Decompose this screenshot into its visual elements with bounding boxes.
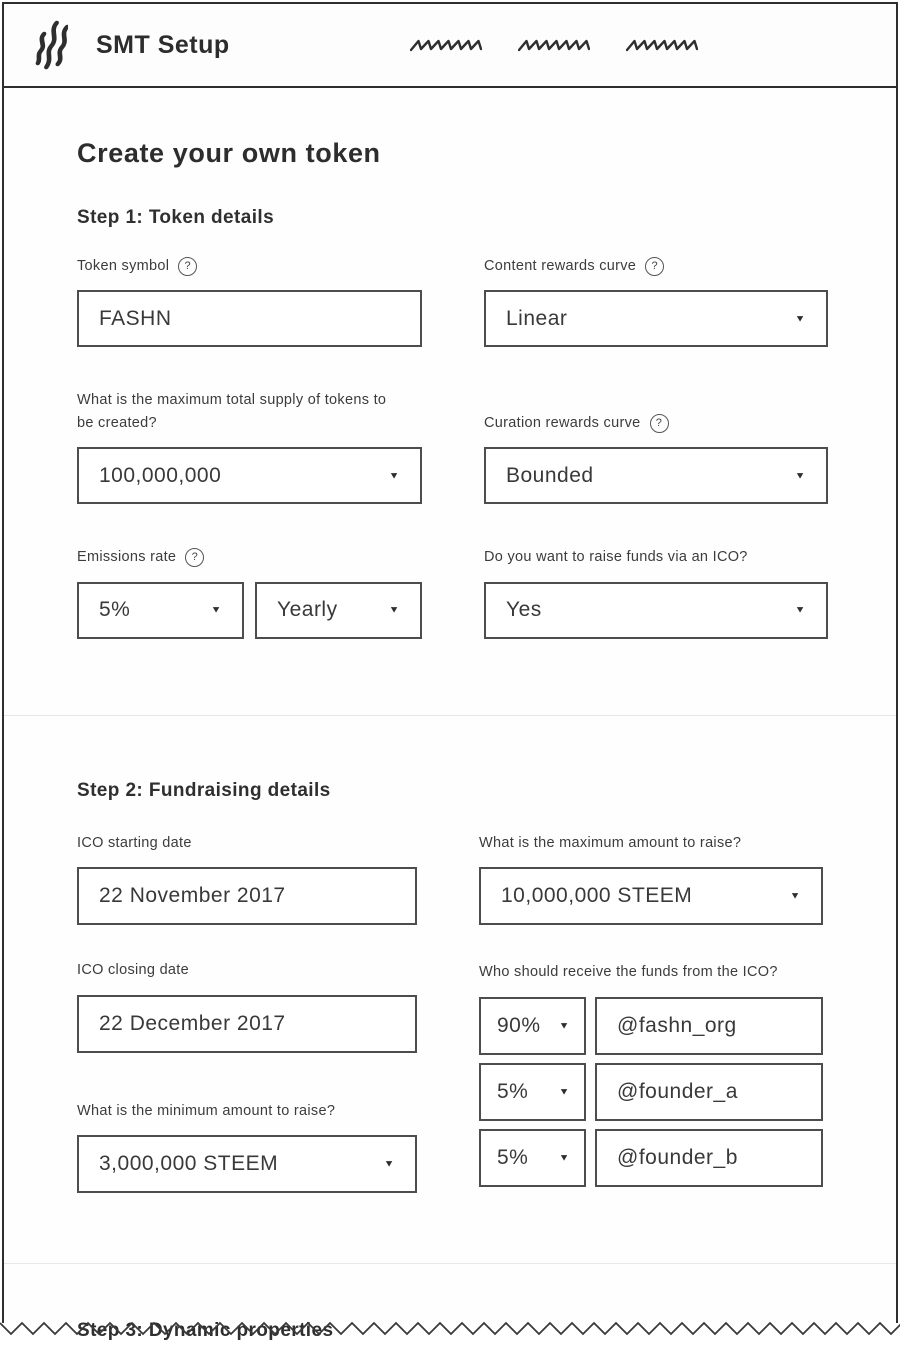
- emissions-period-select[interactable]: Yearly ▼: [255, 582, 422, 639]
- ico-closing-date-input[interactable]: 22 December 2017: [77, 995, 417, 1053]
- dropdown-caret-icon: ▼: [789, 891, 801, 902]
- recipient-percent-select[interactable]: 5% ▼: [479, 1063, 586, 1121]
- recipient-percent-select[interactable]: 5% ▼: [479, 1129, 586, 1187]
- curation-rewards-curve-label: Curation rewards curve ?: [484, 412, 828, 434]
- nav-link-squiggle-icon[interactable]: [410, 36, 482, 54]
- section-divider: [4, 1263, 896, 1264]
- content-rewards-curve-select[interactable]: Linear ▼: [484, 290, 828, 347]
- max-amount-field: [479, 832, 823, 925]
- max-total-supply-field: [77, 389, 422, 504]
- min-amount-select[interactable]: 3,000,000 STEEM ▼: [77, 1135, 417, 1193]
- help-icon[interactable]: ?: [645, 257, 664, 276]
- funds-recipients-field: [479, 961, 823, 1186]
- recipient-account-input[interactable]: @fashn_org: [595, 997, 823, 1055]
- dropdown-caret-icon: ▼: [794, 313, 806, 325]
- step2-form: [77, 832, 823, 1193]
- emissions-rate-field: [77, 546, 422, 638]
- min-amount-label: What is the minimum amount to raise?: [77, 1102, 336, 1119]
- step2-heading: Step 2: Fundraising details: [77, 779, 331, 801]
- raise-funds-ico-label: Do you want to raise funds via an ICO?: [484, 549, 748, 566]
- max-amount-label: What is the maximum amount to raise?: [479, 834, 742, 851]
- content-rewards-curve-label: Content rewards curve ?: [484, 255, 828, 277]
- dropdown-caret-icon: ▼: [794, 470, 806, 482]
- step1-heading: Step 1: Token details: [77, 207, 275, 228]
- step1-form: [77, 255, 823, 639]
- nav-link-squiggle-icon[interactable]: [518, 36, 590, 54]
- ico-closing-date-field: [77, 959, 417, 1052]
- app-window: [2, 2, 898, 1342]
- curation-rewards-curve-field: [484, 389, 828, 504]
- ico-starting-date-input[interactable]: 22 November 2017: [77, 867, 417, 925]
- content-rewards-curve-field: [484, 255, 828, 347]
- emissions-rate-select[interactable]: 5% ▼: [77, 582, 244, 639]
- recipient-account-input[interactable]: @founder_a: [595, 1063, 823, 1121]
- raise-funds-ico-field: [484, 546, 828, 638]
- token-symbol-label: Token symbol ?: [77, 255, 422, 277]
- ico-closing-date-label: ICO closing date: [77, 962, 189, 979]
- steem-logo-icon: [30, 20, 68, 70]
- dropdown-caret-icon: ▼: [383, 1159, 395, 1170]
- step2-left-column: [77, 832, 417, 1193]
- torn-edge-zigzag: [0, 1321, 900, 1339]
- nav-placeholders: [410, 36, 698, 54]
- max-total-supply-label: What is the maximum total supply of tokens to be created?: [77, 392, 387, 431]
- min-amount-field: [77, 1100, 417, 1193]
- ico-starting-date-label: ICO starting date: [77, 834, 192, 851]
- dropdown-caret-icon: ▼: [558, 1152, 570, 1163]
- app-title: SMT Setup: [96, 30, 230, 59]
- help-icon[interactable]: ?: [178, 257, 197, 276]
- help-icon[interactable]: ?: [185, 548, 204, 567]
- raise-funds-ico-select[interactable]: Yes ▼: [484, 582, 828, 639]
- max-amount-select[interactable]: 10,000,000 STEEM ▼: [479, 867, 823, 925]
- max-total-supply-select[interactable]: 100,000,000 ▼: [77, 447, 422, 504]
- dropdown-caret-icon: ▼: [794, 605, 806, 616]
- dropdown-caret-icon: ▼: [210, 605, 222, 616]
- app-header: [4, 4, 896, 88]
- dropdown-caret-icon: ▼: [388, 470, 400, 482]
- page-title: Create your own token: [77, 138, 381, 168]
- step3-heading: Step 3: Dynamic properties: [77, 1320, 334, 1342]
- emissions-rate-label: Emissions rate ?: [77, 546, 422, 568]
- section-divider: [4, 715, 896, 716]
- recipient-percent-select[interactable]: 90% ▼: [479, 997, 586, 1055]
- curation-rewards-curve-select[interactable]: Bounded ▼: [484, 447, 828, 504]
- nav-link-squiggle-icon[interactable]: [626, 36, 698, 54]
- recipient-row: [479, 997, 823, 1055]
- main-content: [4, 138, 896, 1342]
- funds-recipients-label: Who should receive the funds from the ICO?: [479, 964, 778, 981]
- token-symbol-input[interactable]: FASHN: [77, 290, 422, 347]
- ico-starting-date-field: [77, 832, 417, 925]
- recipient-row: [479, 1063, 823, 1121]
- recipient-row: [479, 1129, 823, 1187]
- dropdown-caret-icon: ▼: [558, 1086, 570, 1097]
- help-icon[interactable]: ?: [650, 414, 669, 433]
- token-symbol-field: [77, 255, 422, 347]
- recipient-account-input[interactable]: @founder_b: [595, 1129, 823, 1187]
- step2-right-column: [479, 832, 823, 1193]
- dropdown-caret-icon: ▼: [388, 605, 400, 616]
- dropdown-caret-icon: ▼: [558, 1020, 570, 1031]
